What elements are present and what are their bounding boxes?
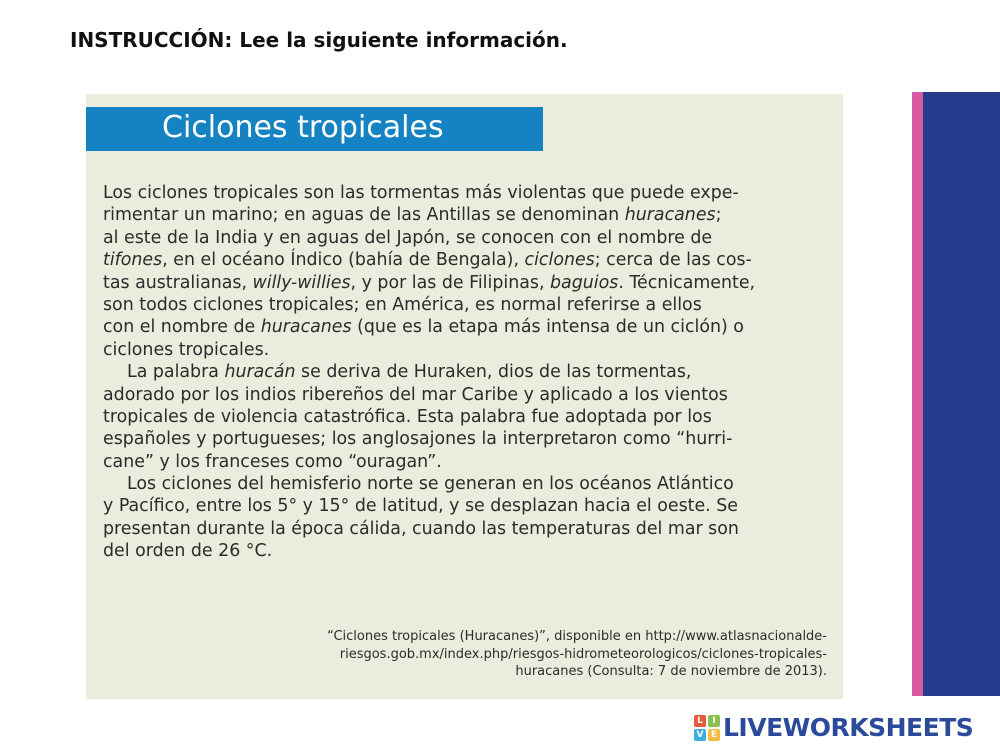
- body-line: [103, 473, 831, 495]
- text-segment: y Pacífico, entre los 5° y 15° de latitud, y se desplazan hacia el oeste. Se: [103, 496, 738, 517]
- body-line: [103, 204, 831, 226]
- logo-tile: E: [708, 729, 720, 741]
- card-title: Ciclones tropicales: [162, 110, 444, 145]
- body-line: [103, 272, 831, 294]
- body-line: [103, 540, 831, 562]
- reading-card: [86, 94, 843, 699]
- text-segment: son todos ciclones tropicales; en América, es normal referirse a ellos: [103, 294, 702, 315]
- italic-term: ciclones: [524, 250, 595, 271]
- text-segment: Los ciclones tropicales son las tormentas más violentas que puede expe-: [103, 183, 739, 203]
- italic-term: huracán: [224, 362, 296, 383]
- text-segment: Los ciclones del hemisferio norte se generan en los océanos Atlántico: [127, 474, 734, 495]
- text-segment: (que es la etapa más intensa de un ciclón) o: [351, 317, 744, 338]
- title-bar: [86, 107, 543, 151]
- italic-term: huracanes: [260, 317, 352, 338]
- body-line: [103, 182, 831, 204]
- body-line: [103, 249, 831, 271]
- liveworksheets-logo: [694, 713, 973, 742]
- citation-line: riesgos.gob.mx/index.php/riesgos-hidrometeorologicos/ciclones-tropicales-: [339, 646, 827, 662]
- instruction-text: : Lee la siguiente información.: [224, 28, 568, 52]
- logo-text: LIVEWORKSHEETS: [723, 713, 974, 742]
- text-segment: , y por las de Filipinas,: [350, 272, 551, 293]
- italic-term: willy-willies: [252, 272, 351, 293]
- text-segment: se deriva de Huraken, dios de las tormentas,: [295, 362, 692, 383]
- pink-side-stripe: [912, 92, 923, 696]
- logo-tile: I: [708, 715, 720, 727]
- body-line: [103, 451, 831, 473]
- citation: [207, 628, 827, 681]
- body-line: [103, 428, 831, 450]
- text-segment: ; cerca de las cos-: [594, 250, 752, 271]
- body-line: [103, 339, 831, 361]
- body-line: [103, 227, 831, 249]
- body-line: [103, 518, 831, 540]
- text-segment: ;: [715, 205, 722, 226]
- text-segment: españoles y portugueses; los anglosajones la interpretaron como “hurri-: [103, 429, 733, 450]
- text-segment: presentan durante la época cálida, cuando las temperaturas del mar son: [103, 518, 739, 539]
- body-line: [103, 316, 831, 338]
- body-line: [103, 294, 831, 316]
- text-segment: al este de la India y en aguas del Japón, se conocen con el nombre de: [103, 227, 713, 248]
- italic-term: baguios: [550, 272, 619, 293]
- italic-term: tifones: [103, 250, 163, 271]
- text-segment: ciclones tropicales.: [103, 339, 270, 360]
- text-segment: del orden de 26 °C.: [103, 541, 273, 562]
- text-segment: adorado por los indios ribereños del mar Caribe y aplicado a los vientos: [103, 384, 728, 405]
- body-line: [103, 495, 831, 517]
- text-segment: La palabra: [127, 362, 225, 383]
- instruction-label: INSTRUCCIÓN: [70, 28, 225, 52]
- citation-line: huracanes (Consulta: 7 de noviembre de 2013).: [515, 664, 827, 679]
- text-segment: con el nombre de: [103, 317, 261, 338]
- text-segment: . Técnicamente,: [618, 272, 756, 293]
- italic-term: huracanes: [624, 205, 716, 226]
- body-line: [103, 384, 831, 406]
- instruction-heading: [70, 28, 568, 52]
- body-line: [103, 406, 831, 428]
- logo-tile: L: [694, 715, 706, 727]
- body-line: [103, 361, 831, 383]
- article-body: [103, 182, 831, 563]
- text-segment: rimentar un marino; en aguas de las Antillas se denominan: [103, 205, 625, 226]
- blue-side-stripe: [923, 92, 1000, 696]
- citation-line: “Ciclones tropicales (Huracanes)”, disponible en http://www.atlasnacionalde-: [327, 629, 827, 644]
- text-segment: tas australianas,: [103, 272, 253, 293]
- text-segment: , en el océano Índico (bahía de Bengala),: [162, 250, 525, 271]
- text-segment: cane” y los franceses como “ouragan”.: [103, 451, 442, 472]
- logo-tiles-icon: [694, 715, 720, 741]
- text-segment: tropicales de violencia catastrófica. Esta palabra fue adoptada por los: [103, 406, 712, 427]
- logo-tile: V: [694, 729, 706, 741]
